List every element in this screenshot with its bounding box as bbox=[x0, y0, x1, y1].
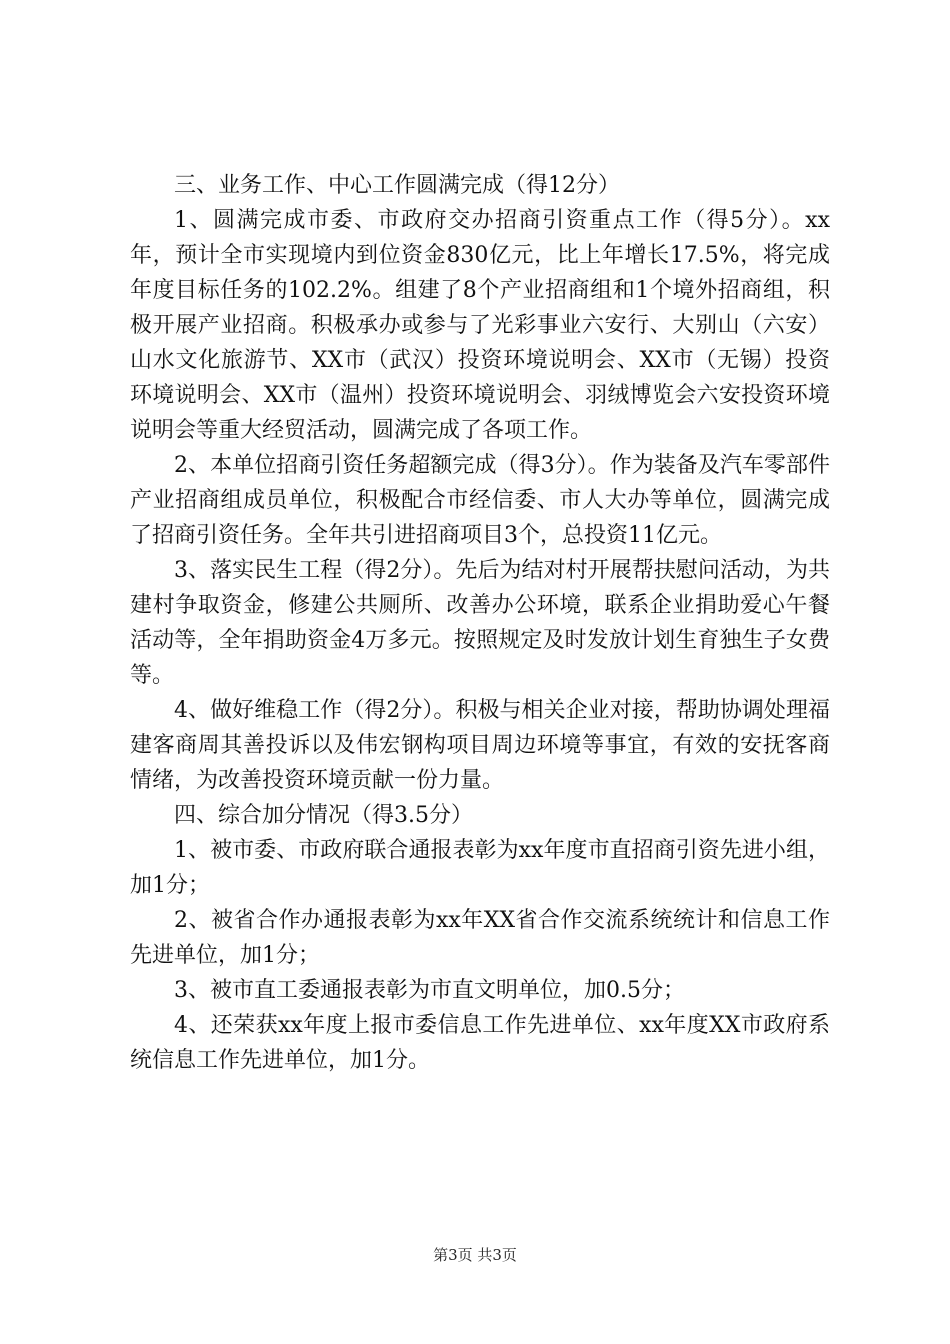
bonus-item-3: 3、被市直工委通报表彰为市直文明单位，加0.5分； bbox=[174, 978, 685, 1003]
page-number-footer: 第3页 共3页 bbox=[433, 1246, 517, 1264]
paragraph-item-4: 4、做好维稳工作（得2分）。积极与相关企业对接，帮助协调处理福建客商周其善投诉以及伟宏钢构项目周边环境等事宜，有效的安抚客商情绪，为改善投资环境贡献一份力量。 bbox=[130, 698, 830, 793]
section-heading-bonus-points: 四、综合加分情况（得3.5分） bbox=[174, 803, 473, 828]
bonus-item-4: 4、还荣获xx年度上报市委信息工作先进单位、xx年度XX市政府系统信息工作先进单位，加1分。 bbox=[130, 1013, 830, 1073]
paragraph-item-3: 3、落实民生工程（得2分）。先后为结对村开展帮扶慰问活动，为共建村争取资金，修建公共厕所、改善办公环境，联系企业捐助爱心午餐活动等，全年捐助资金4万多元。按照规定及时发放计划生育独生子女费等。 bbox=[130, 558, 830, 688]
document-body bbox=[130, 168, 830, 1078]
paragraph-item-1: 1、圆满完成市委、市政府交办招商引资重点工作（得5分）。xx年，预计全市实现境内到位资金830亿元，比上年增长17.5%，将完成年度目标任务的102.2%。组建了8个产业招商组和1个境外招商组，积极开展产业招商。积极承办或参与了光彩事业六安行、大别山（六安）山水文化旅游节、XX市（武汉）投资环境说明会、XX市（无锡）投资环境说明会、XX市（温州）投资环境说明会、羽绒博览会六安投资环境说明会等重大经贸活动，圆满完成了各项工作。 bbox=[130, 208, 830, 443]
bonus-item-1: 1、被市委、市政府联合通报表彰为xx年度市直招商引资先进小组，加1分； bbox=[130, 838, 830, 898]
bonus-item-2: 2、被省合作办通报表彰为xx年XX省合作交流系统统计和信息工作先进单位，加1分； bbox=[130, 908, 830, 968]
paragraph-item-2: 2、本单位招商引资任务超额完成（得3分）。作为装备及汽车零部件产业招商组成员单位，积极配合市经信委、市人大办等单位，圆满完成了招商引资任务。全年共引进招商项目3个，总投资11亿元。 bbox=[130, 453, 830, 548]
section-heading-business-work: 三、业务工作、中心工作圆满完成（得12分） bbox=[174, 173, 620, 198]
